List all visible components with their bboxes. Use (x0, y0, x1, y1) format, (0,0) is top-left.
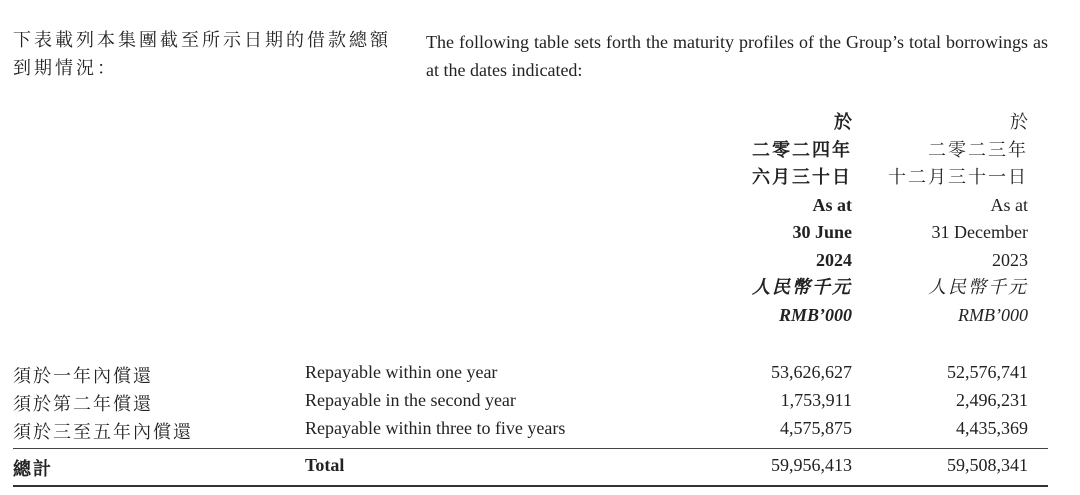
column-date-en-year: 2024 (816, 249, 852, 270)
column-date-cn-year: 二零二四年 (752, 139, 852, 160)
total-value-current: 59,956,413 (771, 455, 852, 475)
column-prefix-cn: 於 (834, 112, 852, 132)
column-date-cn-day: 十二月三十一日 (888, 167, 1028, 187)
column-date-en-day: 30 June (792, 222, 852, 242)
row-label-cn: 須於三至五年內償還 (13, 422, 193, 442)
column-unit-cn: 人民幣千元 (752, 277, 852, 297)
row-value-previous: 52,576,741 (947, 362, 1028, 382)
row-value-previous: 4,435,369 (956, 418, 1028, 438)
row-label-en: Repayable within three to five years (305, 418, 566, 438)
intro-chinese: 下表載列本集團截至所示日期的借款總額到期情況： (13, 30, 391, 78)
row-label-en: Repayable in the second year (305, 390, 516, 410)
column-as-at: As at (990, 194, 1028, 215)
total-value-previous: 59,508,341 (947, 455, 1028, 475)
column-date-en-day: 31 December (931, 222, 1028, 242)
row-value-current: 53,626,627 (771, 362, 852, 382)
column-date-cn-day: 六月三十日 (752, 167, 852, 187)
column-date-en-year: 2023 (992, 249, 1028, 270)
row-label-cn: 須於一年內償還 (13, 366, 153, 386)
column-prefix-cn: 於 (1010, 112, 1028, 132)
column-date-cn-year: 二零二三年 (928, 139, 1028, 160)
row-label-en: Repayable within one year (305, 362, 498, 382)
column-header-previous (768, 109, 1028, 329)
row-value-previous: 2,496,231 (956, 390, 1028, 410)
row-value-current: 1,753,911 (780, 390, 852, 410)
total-label-cn: 總計 (13, 459, 53, 479)
table-bottom-rule (13, 485, 1048, 487)
row-label-cn: 須於第二年償還 (13, 394, 153, 414)
total-divider (13, 448, 1048, 449)
column-unit-cn: 人民幣千元 (928, 277, 1028, 297)
column-unit-en: RMB’000 (958, 304, 1028, 325)
column-as-at: As at (812, 194, 852, 215)
total-label-en: Total (305, 455, 345, 475)
row-value-current: 4,575,875 (780, 418, 852, 438)
column-unit-en: RMB’000 (778, 304, 852, 325)
intro-english: The following table sets forth the maturity profiles of the Group’s total borrowings as at the dates indicated: (426, 32, 1048, 80)
